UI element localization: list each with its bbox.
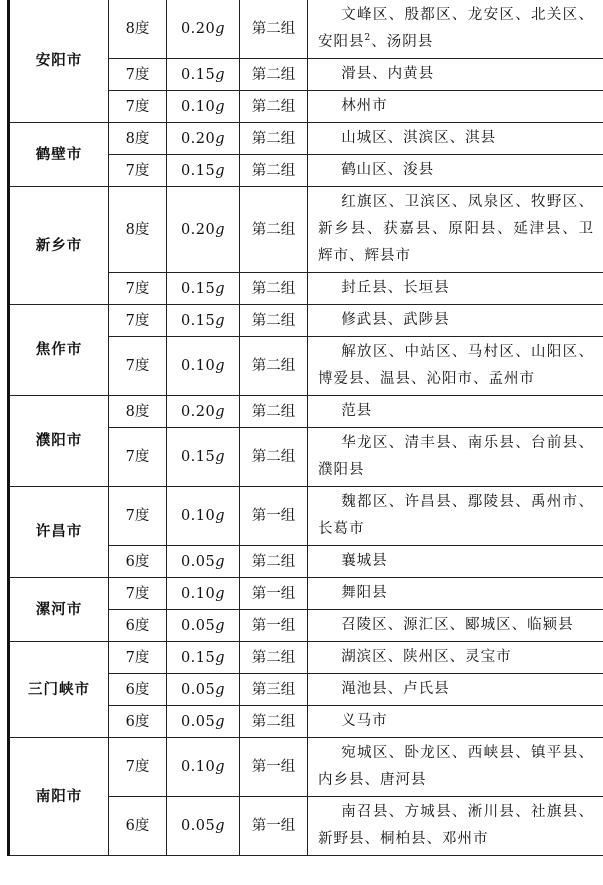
districts-text: 襄城县: [341, 553, 388, 569]
design-group-cell: 第二组: [240, 706, 308, 738]
intensity-cell: 7度: [109, 337, 167, 396]
acceleration-value: 0.15: [180, 162, 216, 179]
acceleration-value: 0.10: [180, 508, 216, 524]
acceleration-unit: g: [215, 508, 226, 524]
acceleration-unit: g: [215, 403, 226, 420]
city-name-cell: 焦作市: [9, 305, 109, 396]
acceleration-cell: [167, 546, 240, 578]
acceleration-value: 0.10: [180, 585, 216, 602]
acceleration-cell: [167, 187, 240, 273]
districts-text: 湖滨区、陕州区、灵宝市: [341, 649, 512, 665]
districts-text: 舞阳县: [341, 585, 388, 601]
acceleration-cell: [167, 642, 240, 674]
districts-text: 义马市: [341, 713, 388, 729]
city-name-cell: 漯河市: [9, 578, 109, 642]
intensity-cell: 7度: [109, 642, 167, 674]
acceleration-unit: g: [215, 312, 226, 329]
districts-text: 解放区、中站区、马村区、山阳区、博爱县、温县、沁阳市、孟州市: [318, 344, 594, 387]
acceleration-cell: [167, 738, 240, 797]
acceleration-cell: [167, 706, 240, 738]
acceleration-cell: [167, 674, 240, 706]
design-group-cell: 第二组: [240, 305, 308, 337]
acceleration-value: 0.10: [180, 98, 216, 115]
intensity-cell: 6度: [109, 706, 167, 738]
table-row: [9, 187, 603, 273]
districts-text: 山城区、淇滨区、淇县: [341, 130, 497, 146]
design-group-cell: 第三组: [240, 674, 308, 706]
city-name-cell: 新乡市: [9, 187, 109, 305]
acceleration-unit: g: [215, 21, 226, 37]
acceleration-value: 0.20: [180, 403, 216, 420]
acceleration-value: 0.05: [180, 617, 216, 634]
districts-cell: [308, 706, 603, 738]
districts-cell: [308, 578, 603, 610]
acceleration-cell: [167, 305, 240, 337]
acceleration-unit: g: [215, 553, 226, 570]
districts-cell: [308, 91, 603, 123]
table-row: [9, 642, 603, 674]
districts-cell: [308, 0, 603, 59]
districts-cell: [308, 123, 603, 155]
city-name-cell: 鹤壁市: [9, 123, 109, 187]
intensity-cell: 8度: [109, 396, 167, 428]
districts-cell: [308, 428, 603, 487]
acceleration-value: 0.05: [180, 681, 216, 698]
acceleration-unit: g: [215, 681, 226, 698]
intensity-cell: 7度: [109, 59, 167, 91]
acceleration-value: 0.10: [180, 759, 216, 775]
acceleration-cell: [167, 428, 240, 487]
design-group-cell: 第一组: [240, 578, 308, 610]
acceleration-value: 0.15: [180, 280, 216, 297]
design-group-cell: 第一组: [240, 738, 308, 797]
acceleration-value: 0.10: [180, 358, 216, 374]
acceleration-cell: [167, 155, 240, 187]
districts-cell: [308, 273, 603, 305]
acceleration-unit: g: [215, 221, 226, 238]
intensity-cell: 7度: [109, 273, 167, 305]
table-row: [9, 305, 603, 337]
city-name-cell: 南阳市: [9, 738, 109, 856]
footnote-marker: 2: [364, 33, 372, 44]
districts-text: 林州市: [341, 98, 388, 114]
districts-text: 魏都区、许昌县、鄢陵县、禹州市、长葛市: [318, 494, 594, 537]
districts-cell: [308, 610, 603, 642]
design-group-cell: 第二组: [240, 642, 308, 674]
districts-text: 渑池县、卢氏县: [341, 681, 450, 697]
intensity-cell: 6度: [109, 610, 167, 642]
districts-cell: [308, 59, 603, 91]
design-group-cell: 第二组: [240, 91, 308, 123]
acceleration-unit: g: [215, 280, 226, 297]
design-group-cell: 第二组: [240, 59, 308, 91]
districts-cell: [308, 674, 603, 706]
design-group-cell: 第二组: [240, 273, 308, 305]
design-group-cell: 第二组: [240, 123, 308, 155]
intensity-cell: 7度: [109, 487, 167, 546]
acceleration-value: 0.20: [180, 21, 216, 37]
districts-cell: [308, 337, 603, 396]
design-group-cell: 第二组: [240, 428, 308, 487]
intensity-cell: 6度: [109, 797, 167, 856]
intensity-cell: 6度: [109, 674, 167, 706]
acceleration-value: 0.20: [180, 221, 216, 238]
acceleration-cell: [167, 487, 240, 546]
acceleration-unit: g: [215, 98, 226, 115]
acceleration-value: 0.05: [180, 713, 216, 730]
table-row: [9, 396, 603, 428]
design-group-cell: 第二组: [240, 155, 308, 187]
acceleration-value: 0.15: [180, 312, 216, 329]
intensity-cell: 7度: [109, 578, 167, 610]
districts-text: 华龙区、清丰县、南乐县、台前县、濮阳县: [318, 435, 594, 478]
districts-text: 文峰区、殷都区、龙安区、北关区、安阳县: [318, 7, 594, 50]
acceleration-unit: g: [215, 449, 226, 465]
acceleration-cell: [167, 337, 240, 396]
acceleration-value: 0.20: [180, 130, 216, 147]
design-group-cell: 第二组: [240, 337, 308, 396]
acceleration-unit: g: [215, 162, 226, 179]
table-body: [9, 0, 603, 856]
districts-cell: [308, 155, 603, 187]
design-group-cell: 第一组: [240, 487, 308, 546]
districts-cell: [308, 305, 603, 337]
districts-cell: [308, 487, 603, 546]
intensity-cell: 7度: [109, 428, 167, 487]
design-group-cell: 第二组: [240, 187, 308, 273]
districts-text: 南召县、方城县、淅川县、社旗县、新野县、桐柏县、邓州市: [318, 804, 594, 847]
acceleration-cell: [167, 91, 240, 123]
acceleration-unit: g: [215, 818, 226, 834]
districts-cell: [308, 187, 603, 273]
design-group-cell: 第二组: [240, 396, 308, 428]
acceleration-unit: g: [215, 617, 226, 634]
acceleration-cell: [167, 396, 240, 428]
design-group-cell: 第二组: [240, 0, 308, 59]
acceleration-unit: g: [215, 130, 226, 147]
acceleration-unit: g: [215, 713, 226, 730]
table-row: [9, 738, 603, 797]
acceleration-unit: g: [215, 759, 226, 775]
districts-text: 宛城区、卧龙区、西峡县、镇平县、内乡县、唐河县: [318, 745, 594, 788]
districts-cell: [308, 396, 603, 428]
acceleration-unit: g: [215, 66, 226, 83]
table-row: [9, 0, 603, 59]
intensity-cell: 8度: [109, 0, 167, 59]
intensity-cell: 7度: [109, 305, 167, 337]
seismic-zoning-table: [7, 0, 603, 856]
table-row: [9, 578, 603, 610]
districts-text: 召陵区、源汇区、郾城区、临颍县: [341, 617, 574, 633]
city-name-cell: 濮阳市: [9, 396, 109, 487]
districts-text: 红旗区、卫滨区、凤泉区、牧野区、新乡县、获嘉县、原阳县、延津县、卫辉市、辉县市: [318, 194, 594, 264]
acceleration-unit: g: [215, 358, 226, 374]
city-name-cell: 许昌市: [9, 487, 109, 578]
acceleration-unit: g: [215, 649, 226, 666]
city-name-cell: 三门峡市: [9, 642, 109, 738]
design-group-cell: 第二组: [240, 546, 308, 578]
districts-text: 范县: [341, 403, 373, 419]
districts-text: 滑县、内黄县: [341, 66, 435, 82]
acceleration-value: 0.15: [180, 66, 216, 83]
table-row: [9, 123, 603, 155]
intensity-cell: 7度: [109, 91, 167, 123]
acceleration-cell: [167, 59, 240, 91]
acceleration-cell: [167, 0, 240, 59]
districts-cell: [308, 797, 603, 856]
acceleration-value: 0.05: [180, 818, 216, 834]
districts-text: 封丘县、长垣县: [341, 280, 450, 296]
design-group-cell: 第一组: [240, 610, 308, 642]
intensity-cell: 7度: [109, 738, 167, 797]
table-row: [9, 487, 603, 546]
districts-text: 鹤山区、浚县: [341, 162, 435, 178]
acceleration-value: 0.05: [180, 553, 216, 570]
intensity-cell: 8度: [109, 123, 167, 155]
districts-text-continued: 、汤阴县: [371, 34, 434, 50]
acceleration-cell: [167, 273, 240, 305]
districts-cell: [308, 738, 603, 797]
districts-text: 修武县、武陟县: [341, 312, 450, 328]
acceleration-value: 0.15: [180, 449, 216, 465]
intensity-cell: 6度: [109, 546, 167, 578]
intensity-cell: 7度: [109, 155, 167, 187]
acceleration-cell: [167, 123, 240, 155]
acceleration-value: 0.15: [180, 649, 216, 666]
design-group-cell: 第一组: [240, 797, 308, 856]
intensity-cell: 8度: [109, 187, 167, 273]
acceleration-unit: g: [215, 585, 226, 602]
districts-cell: [308, 546, 603, 578]
acceleration-cell: [167, 797, 240, 856]
districts-cell: [308, 642, 603, 674]
city-name-cell: 安阳市: [9, 0, 109, 123]
acceleration-cell: [167, 610, 240, 642]
acceleration-cell: [167, 578, 240, 610]
